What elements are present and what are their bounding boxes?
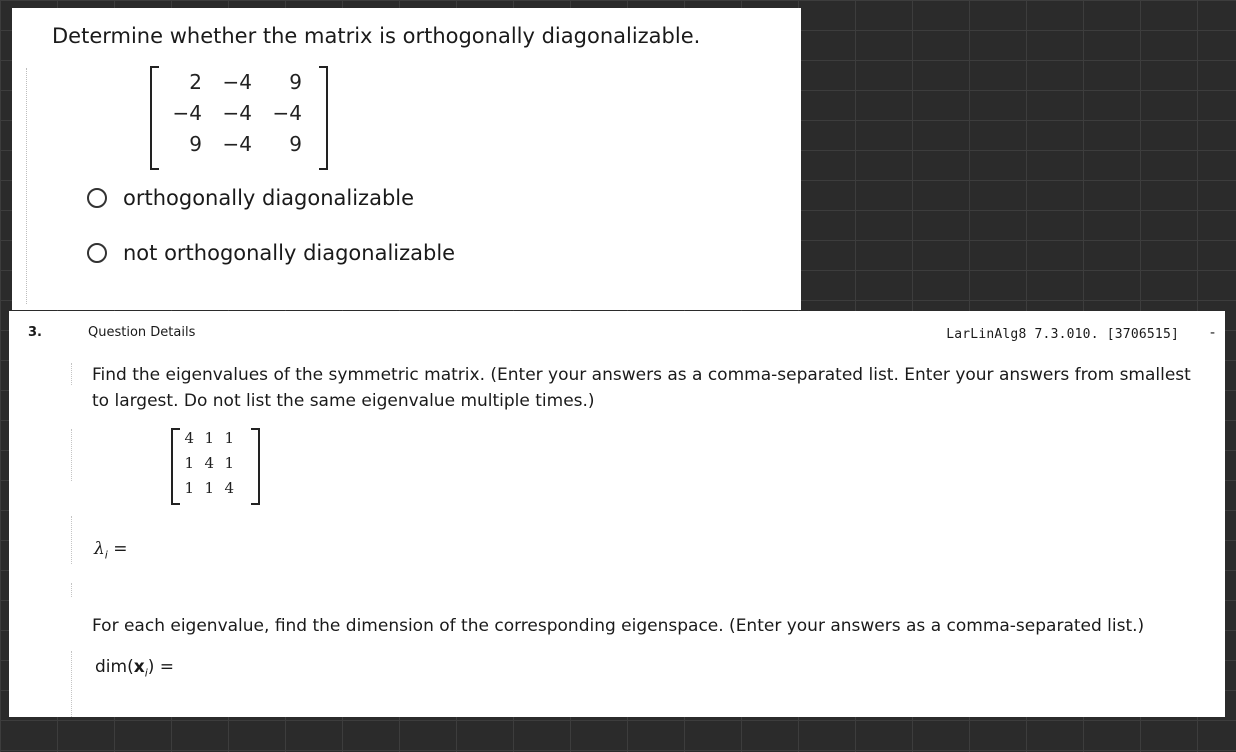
matrix-cell: 1 [204, 479, 214, 497]
matrix-cell: −4 [172, 101, 202, 125]
panel-edge-mark: - [1209, 325, 1215, 341]
matrix-cell: 9 [189, 132, 202, 156]
dotted-guide-line [71, 363, 72, 385]
dim-vector-symbol: x [133, 657, 145, 677]
dimension-answer-label [95, 657, 174, 679]
matrix-left-bracket [150, 66, 159, 170]
eigenvalue-instructions: Find the eigenvalues of the symmetric matrix. (Enter your answers as a comma-separated list. Enter your answers from smallest to largest. Do not list the same eigenvalue multiple times.) [92, 365, 1191, 411]
matrix-cell: 2 [189, 70, 202, 94]
matrix-3x3 [150, 66, 328, 170]
lambda-symbol: λ [94, 539, 105, 559]
matrix-cell: 9 [289, 70, 302, 94]
matrix-cell: 1 [224, 429, 234, 447]
dim-suffix: ) = [147, 657, 175, 677]
matrix-cell: 9 [289, 132, 302, 156]
choice-orthogonally-diagonalizable[interactable] [87, 186, 414, 210]
matrix-cell: 4 [204, 454, 214, 472]
radio-button[interactable] [87, 243, 107, 263]
question-text: Determine whether the matrix is orthogonally diagonalizable. [52, 24, 701, 48]
matrix-cell: −4 [222, 70, 252, 94]
dim-subscript: i [144, 666, 148, 680]
question-number: 3. [28, 325, 42, 340]
question-panel-previous [12, 8, 801, 310]
dotted-guide-line [26, 68, 27, 304]
matrix-cell: 1 [204, 429, 214, 447]
matrix-cell: −4 [222, 101, 252, 125]
matrix-cell: 1 [184, 454, 194, 472]
matrix-cell: 1 [184, 479, 194, 497]
question-details-link[interactable]: Question Details [88, 325, 196, 340]
matrix-right-bracket [319, 66, 328, 170]
symmetric-matrix [171, 428, 260, 505]
dim-prefix: dim( [95, 657, 134, 677]
matrix-cell: 4 [184, 429, 194, 447]
dimension-instructions: For each eigenvalue, find the dimension of the corresponding eigenspace. (Enter your answers as a comma-separated list.) [92, 616, 1145, 636]
question-reference: LarLinAlg8 7.3.010. [3706515] [946, 327, 1179, 342]
question-panel-3 [9, 311, 1225, 717]
matrix-cell: 1 [224, 454, 234, 472]
matrix-cell: −4 [272, 101, 302, 125]
matrix-cell: 4 [224, 479, 234, 497]
dotted-guide-line [71, 583, 72, 597]
dotted-guide-line [71, 516, 72, 564]
radio-button[interactable] [87, 188, 107, 208]
lambda-subscript: i [104, 548, 108, 562]
matrix-cell: −4 [222, 132, 252, 156]
choice-not-orthogonally-diagonalizable[interactable] [87, 241, 455, 265]
choice-label: orthogonally diagonalizable [123, 186, 415, 210]
dotted-guide-line [71, 429, 72, 481]
matrix-right-bracket [251, 428, 260, 505]
dotted-guide-line [71, 651, 72, 717]
equals-sign: = [107, 539, 128, 559]
choice-label: not orthogonally diagonalizable [123, 241, 456, 265]
eigenvalue-answer-label [94, 539, 128, 561]
matrix-left-bracket [171, 428, 180, 505]
